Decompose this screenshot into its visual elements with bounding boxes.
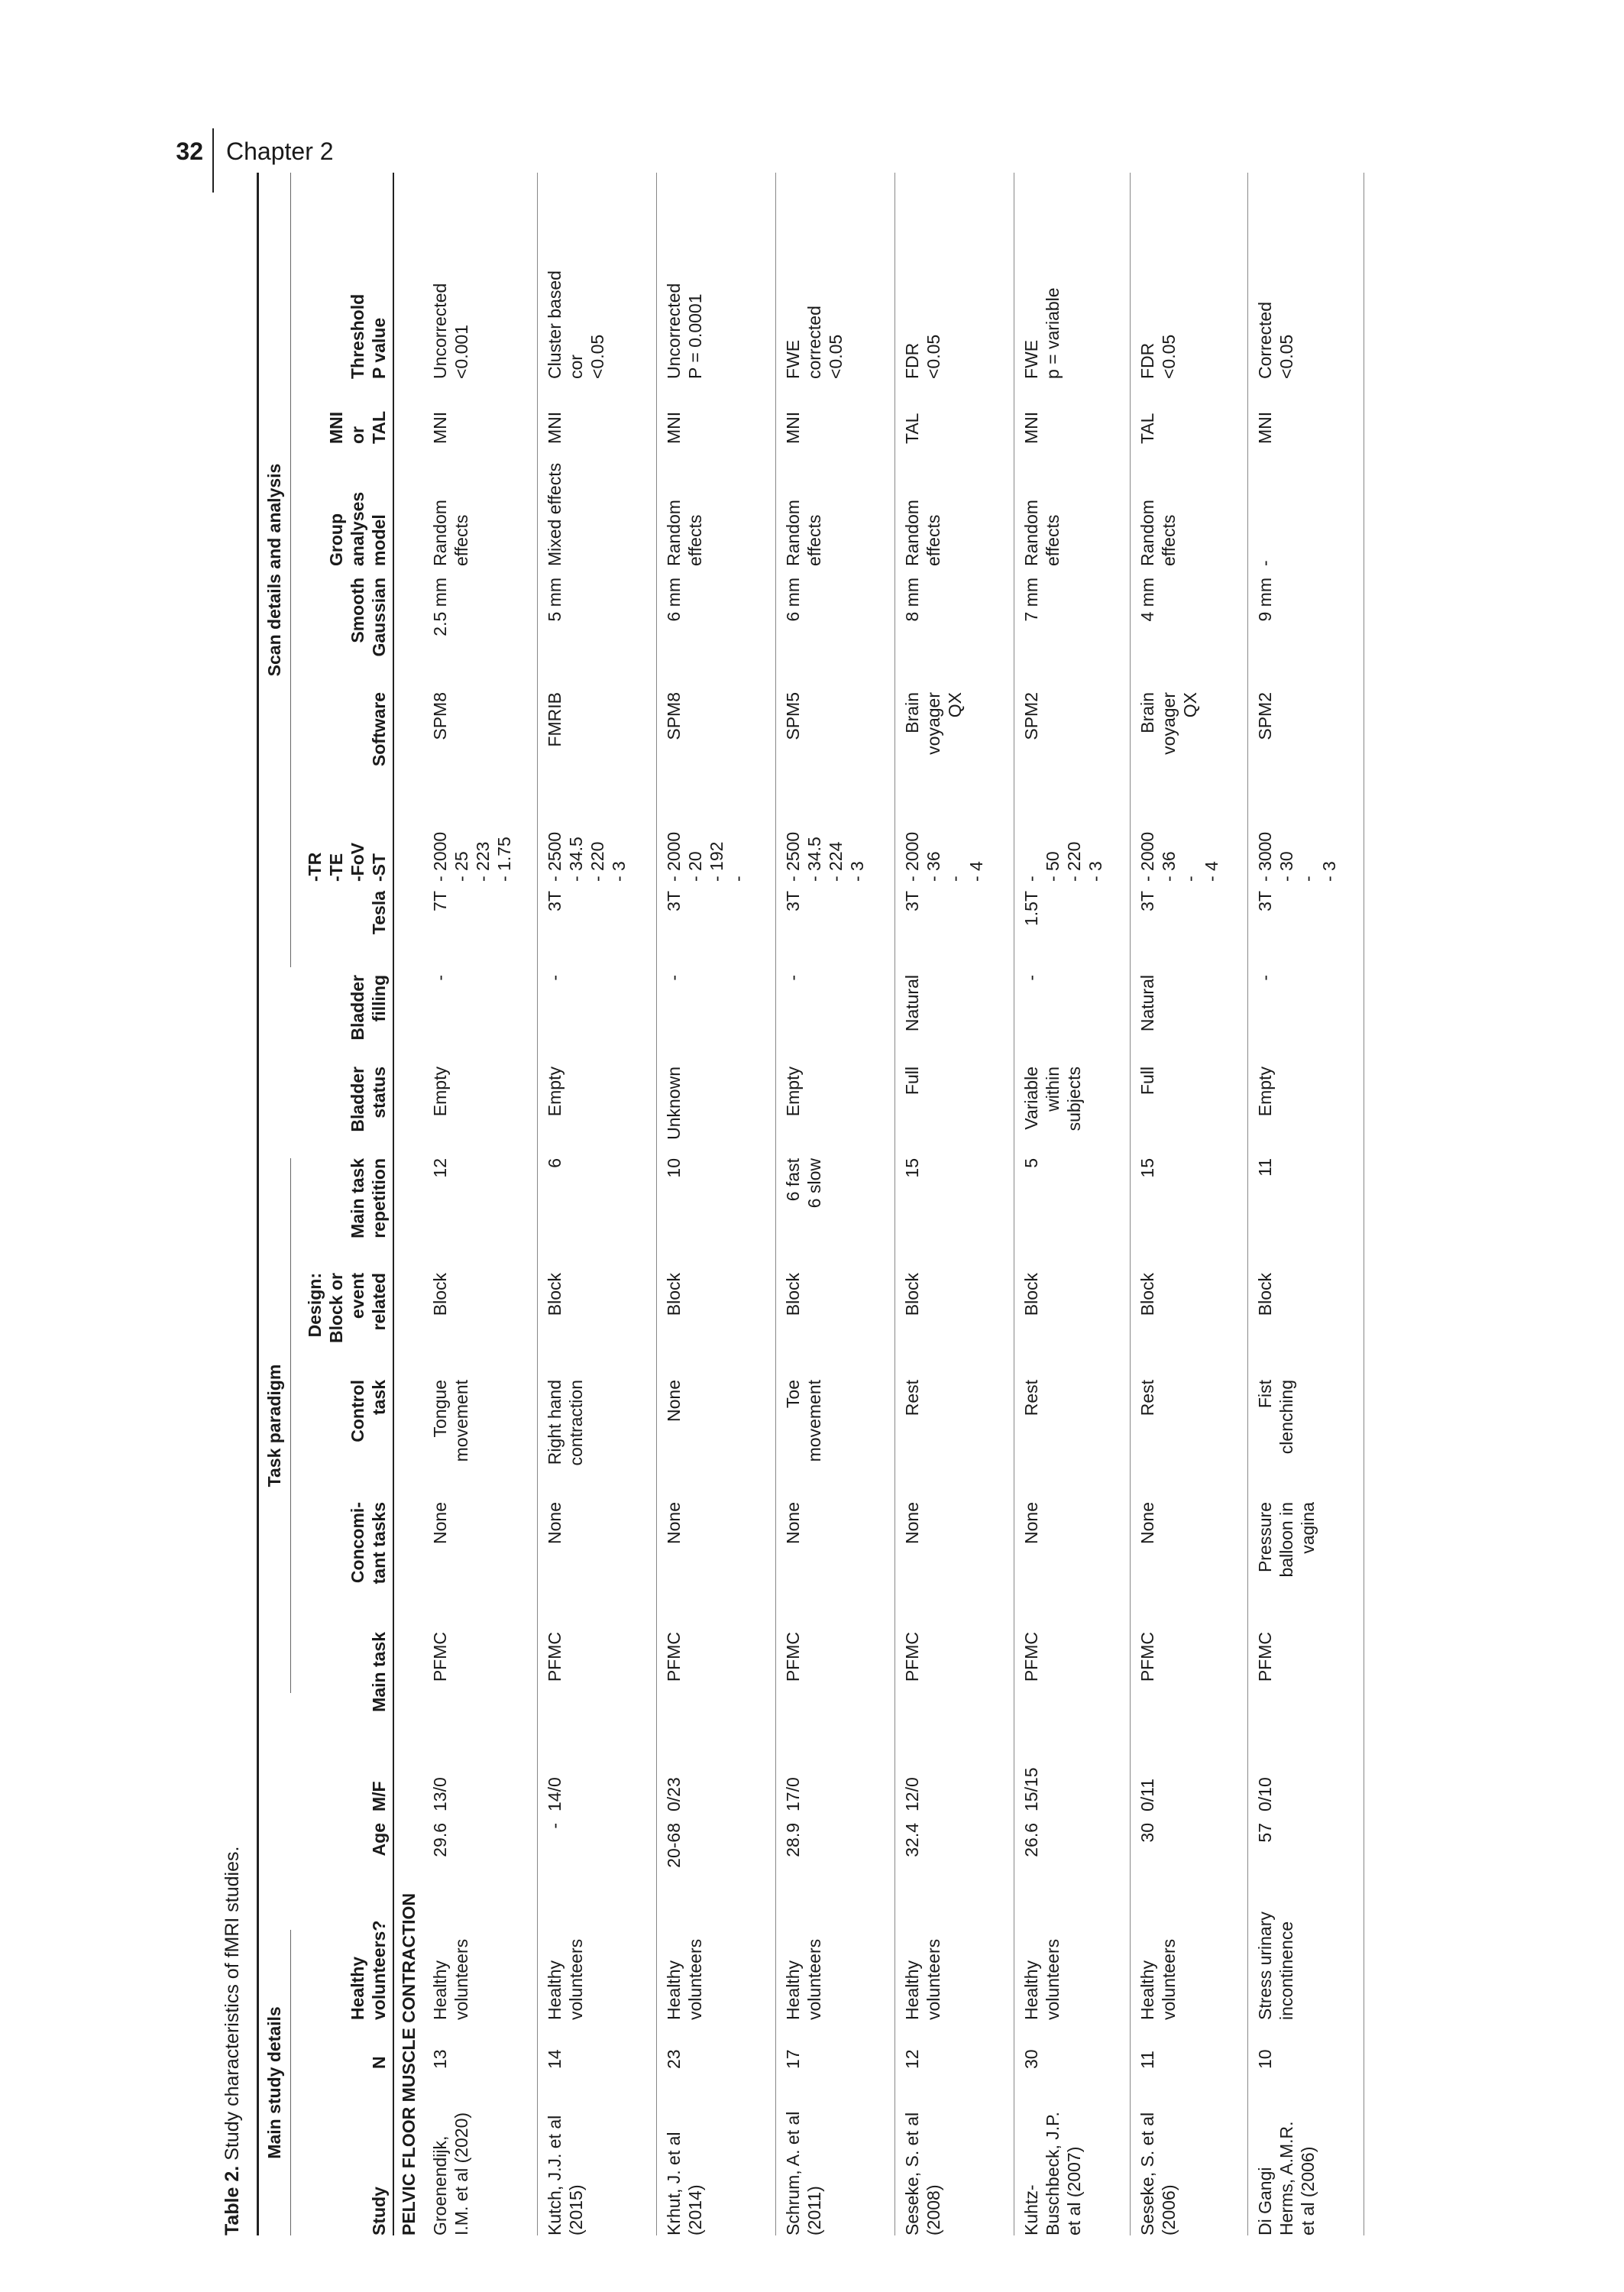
col-header-tesla: Tesla — [369, 891, 389, 935]
cell-smooth: 8 mm — [902, 578, 922, 622]
cell-concomitant: None — [783, 1502, 803, 1544]
cell-healthy: Healthy volunteers — [545, 1938, 586, 2020]
col-header-params: -TR -TE -FoV -ST — [305, 842, 389, 882]
cell-bladder-filling: - — [1255, 975, 1275, 981]
cell-tesla: 3T — [664, 891, 684, 911]
cell-bladder-status: Variable within subjects — [1021, 1067, 1084, 1131]
cell-bladder-status: Full — [902, 1067, 922, 1096]
cell-main-task: PFMC — [1021, 1632, 1041, 1682]
cell-bladder-status: Empty — [1255, 1067, 1275, 1117]
cell-threshold: FWE p = variable — [1021, 287, 1063, 379]
cell-main-task: PFMC — [430, 1632, 450, 1682]
cell-params: - 3000 - 30 - - 3 — [1255, 831, 1339, 882]
col-header-study: Study — [369, 2187, 389, 2235]
cell-study: Di Gangi Herms, A.M.R. et al (2006) — [1255, 2121, 1318, 2235]
header-divider — [212, 128, 214, 193]
cell-mf: 13/0 — [430, 1777, 450, 1811]
cell-n: 14 — [545, 2049, 565, 2069]
col-header-smooth: Smooth Gaussian — [348, 578, 389, 657]
col-header-bladder-filling: Bladder filling — [348, 975, 389, 1041]
cell-software: SPM8 — [430, 692, 450, 740]
cell-group-model: Random effects — [664, 500, 705, 566]
cell-group-model: Mixed effects — [545, 462, 565, 566]
table-caption — [222, 1847, 244, 2235]
cell-control: None — [664, 1380, 684, 1422]
caption-label: Table 2. — [222, 2165, 243, 2235]
cell-bladder-status: Empty — [545, 1067, 565, 1117]
cell-smooth: 4 mm — [1137, 578, 1157, 622]
cell-threshold: FDR <0.05 — [902, 334, 943, 379]
cell-bladder-filling: Natural — [1137, 975, 1157, 1032]
cell-threshold: Cluster based cor <0.05 — [545, 270, 607, 379]
table-top-rule — [257, 173, 259, 2235]
group-header-main: Main study details — [264, 2006, 284, 2159]
cell-n: 23 — [664, 2049, 684, 2069]
caption-text: Study characteristics of fMRI studies. — [222, 1846, 243, 2166]
cell-bladder-filling: - — [1021, 975, 1041, 981]
cell-tesla: 1.5T — [1021, 891, 1041, 927]
cell-study: Groenendijk, I.M. et al (2020) — [430, 2112, 471, 2235]
cell-design: Block — [1021, 1273, 1041, 1316]
cell-study: Schrum, A. et al (2011) — [783, 2111, 824, 2235]
cell-group-model: Random effects — [1137, 500, 1179, 566]
page-number: 32 — [176, 138, 203, 165]
cell-study: Seseke, S. et al (2006) — [1137, 2112, 1179, 2235]
col-header-n: N — [369, 2056, 389, 2069]
cell-mf: 12/0 — [902, 1777, 922, 1811]
cell-concomitant: Pressure balloon in vagina — [1255, 1502, 1318, 1578]
cell-bladder-filling: - — [545, 975, 565, 981]
cell-concomitant: None — [545, 1502, 565, 1544]
col-header-coords: MNI or TAL — [326, 410, 389, 444]
cell-tesla: 3T — [1137, 891, 1157, 911]
cell-age: 29.6 — [430, 1823, 450, 1857]
col-header-group-model: Group analyses model — [326, 491, 389, 566]
cell-mf: 14/0 — [545, 1777, 565, 1811]
cell-mf: 17/0 — [783, 1777, 803, 1811]
cell-group-model: Random effects — [783, 500, 824, 566]
cell-repetition: 11 — [1255, 1158, 1275, 1177]
cell-coords: MNI — [545, 411, 565, 444]
cell-params: - 2000 - 36 - - 4 — [902, 831, 986, 882]
cell-n: 12 — [902, 2049, 922, 2069]
cell-healthy: Healthy volunteers — [902, 1938, 943, 2020]
cell-control: Rest — [1137, 1380, 1157, 1416]
cell-healthy: Healthy volunteers — [430, 1938, 471, 2020]
cell-smooth: 6 mm — [783, 578, 803, 622]
cell-study: Krhut, J. et al (2014) — [664, 2132, 705, 2235]
cell-control: Rest — [1021, 1380, 1041, 1416]
cell-repetition: 15 — [1137, 1158, 1157, 1178]
cell-control: Rest — [902, 1380, 922, 1416]
cell-bladder-filling: Natural — [902, 975, 922, 1032]
cell-main-task: PFMC — [664, 1632, 684, 1682]
cell-healthy: Healthy volunteers — [1137, 1938, 1179, 2020]
cell-smooth: 2.5 mm — [430, 578, 450, 636]
cell-coords: TAL — [902, 413, 922, 444]
col-header-mf: M/F — [369, 1781, 389, 1811]
cell-bladder-status: Empty — [430, 1067, 450, 1117]
group-rule-task — [290, 1158, 291, 1693]
cell-n: 10 — [1255, 2049, 1275, 2069]
cell-design: Block — [430, 1273, 450, 1316]
cell-n: 13 — [430, 2049, 450, 2069]
cell-threshold: Corrected <0.05 — [1255, 302, 1296, 379]
section-title: PELVIC FLOOR MUSCLE CONTRACTION — [399, 1892, 419, 2235]
cell-repetition: 12 — [430, 1158, 450, 1178]
table-row — [1131, 173, 1248, 2235]
cell-age: 57 — [1255, 1823, 1275, 1843]
cell-software: SPM2 — [1255, 692, 1275, 740]
cell-coords: TAL — [1137, 413, 1157, 444]
table-row — [657, 173, 776, 2235]
table-row — [538, 173, 657, 2235]
cell-age: - — [545, 1823, 565, 1829]
cell-params: - 2000 - 36 - - 4 — [1137, 831, 1221, 882]
cell-control: Right hand contraction — [545, 1380, 586, 1466]
cell-group-model: - — [1255, 560, 1275, 566]
cell-bladder-status: Unknown — [664, 1067, 684, 1140]
cell-control: Fist clenching — [1255, 1380, 1296, 1455]
cell-coords: MNI — [664, 411, 684, 444]
table-row — [895, 173, 1014, 2235]
cell-design: Block — [1255, 1273, 1275, 1316]
cell-group-model: Random effects — [1021, 500, 1063, 566]
cell-tesla: 7T — [430, 891, 450, 911]
cell-repetition: 6 — [545, 1158, 565, 1168]
cell-software: SPM5 — [783, 692, 803, 740]
cell-main-task: PFMC — [902, 1632, 922, 1682]
cell-threshold: Uncorrected P = 0.0001 — [664, 283, 705, 379]
table-row — [1014, 173, 1131, 2235]
table-row — [1248, 173, 1364, 2235]
page-header — [0, 0, 1624, 199]
cell-params: - 2500 - 34.5 - 220 - 3 — [545, 831, 629, 882]
cell-main-task: PFMC — [783, 1632, 803, 1682]
cell-repetition: 6 fast 6 slow — [783, 1158, 824, 1209]
cell-bladder-status: Empty — [783, 1067, 803, 1117]
cell-concomitant: None — [902, 1502, 922, 1544]
cell-tesla: 3T — [545, 891, 565, 911]
cell-age: 26.6 — [1021, 1823, 1041, 1857]
cell-threshold: FDR <0.05 — [1137, 334, 1179, 379]
cell-concomitant: None — [1021, 1502, 1041, 1544]
col-header-bladder-status: Bladder status — [348, 1067, 389, 1132]
cell-healthy: Healthy volunteers — [783, 1938, 824, 2020]
cell-repetition: 10 — [664, 1158, 684, 1178]
cell-params: - 2000 - 25 - 223 - 1.75 — [430, 831, 514, 882]
cell-main-task: PFMC — [1255, 1632, 1275, 1682]
cell-software: Brain voyager QX — [902, 692, 965, 755]
cell-healthy: Healthy volunteers — [664, 1938, 705, 2020]
cell-coords: MNI — [783, 411, 803, 444]
cell-software: FMRIB — [545, 692, 565, 747]
group-rule-main — [290, 1930, 291, 2235]
cell-repetition: 15 — [902, 1158, 922, 1178]
group-header-scan: Scan details and analysis — [264, 463, 284, 677]
col-header-concomitant: Concomi- tant tasks — [348, 1502, 389, 1585]
cell-smooth: 9 mm — [1255, 578, 1275, 622]
cell-age: 32.4 — [902, 1823, 922, 1857]
cell-tesla: 3T — [1255, 891, 1275, 911]
cell-design: Block — [1137, 1273, 1157, 1316]
cell-mf: 0/10 — [1255, 1777, 1275, 1811]
cell-healthy: Stress urinary incontinence — [1255, 1912, 1296, 2020]
cell-group-model: Random effects — [430, 500, 471, 566]
cell-tesla: 3T — [902, 891, 922, 911]
cell-age: 20-68 — [664, 1823, 684, 1868]
cell-control: Toe movement — [783, 1380, 824, 1462]
cell-concomitant: None — [1137, 1502, 1157, 1544]
cell-params: - 2000 - 20 - 192 - — [664, 831, 748, 882]
cell-threshold: Uncorrected <0.001 — [430, 283, 471, 379]
cell-concomitant: None — [664, 1502, 684, 1544]
cell-design: Block — [783, 1273, 803, 1316]
cell-bladder-filling: - — [783, 975, 803, 981]
cell-main-task: PFMC — [545, 1632, 565, 1682]
col-header-control: Control task — [348, 1380, 389, 1442]
cell-design: Block — [545, 1273, 565, 1316]
cell-coords: MNI — [430, 411, 450, 444]
cell-group-model: Random effects — [902, 500, 943, 566]
cell-study: Seseke, S. et al (2008) — [902, 2112, 943, 2235]
cell-age: 28.9 — [783, 1823, 803, 1857]
table-container — [222, 173, 1459, 2235]
col-header-age: Age — [369, 1823, 389, 1857]
table-row — [776, 173, 895, 2235]
cell-n: 17 — [783, 2049, 803, 2069]
cell-n: 11 — [1137, 2051, 1157, 2069]
cell-coords: MNI — [1021, 411, 1041, 444]
col-header-design: Design: Block or event related — [305, 1273, 389, 1344]
col-header-healthy: Healthy volunteers? — [348, 1920, 389, 2020]
cell-age: 30 — [1137, 1823, 1157, 1843]
col-header-main-task: Main task — [369, 1632, 389, 1712]
col-header-repetition: Main task repetition — [348, 1158, 389, 1238]
cell-params: - - 50 - 220 - 3 — [1021, 841, 1105, 882]
cell-concomitant: None — [430, 1502, 450, 1544]
cell-n: 30 — [1021, 2049, 1041, 2069]
cell-software: SPM2 — [1021, 692, 1041, 740]
cell-mf: 0/23 — [664, 1777, 684, 1811]
cell-params: - 2500 - 34.5 - 224 - 3 — [783, 831, 867, 882]
cell-bladder-status: Full — [1137, 1067, 1157, 1096]
cell-threshold: FWE corrected <0.05 — [783, 306, 846, 379]
group-header-task: Task paradigm — [264, 1364, 284, 1488]
cell-software: Brain voyager QX — [1137, 692, 1200, 755]
col-header-threshold: Threshold P value — [348, 293, 389, 379]
chapter-title: Chapter 2 — [226, 138, 334, 165]
header-bottom-rule — [393, 173, 394, 2235]
cell-design: Block — [902, 1273, 922, 1316]
cell-bladder-filling: - — [430, 975, 450, 981]
cell-coords: MNI — [1255, 411, 1275, 444]
cell-design: Block — [664, 1273, 684, 1316]
cell-control: Tongue movement — [430, 1380, 471, 1462]
cell-mf: 0/11 — [1137, 1778, 1157, 1811]
cell-study: Kuhtz- Buschbeck, J.P. et al (2007) — [1021, 2112, 1084, 2235]
cell-tesla: 3T — [783, 891, 803, 911]
cell-study: Kutch, J.J. et al (2015) — [545, 2115, 586, 2235]
table-row — [423, 173, 538, 2235]
cell-smooth: 6 mm — [664, 578, 684, 622]
cell-repetition: 5 — [1021, 1158, 1041, 1168]
cell-bladder-filling: - — [664, 975, 684, 981]
cell-mf: 15/15 — [1021, 1767, 1041, 1811]
cell-smooth: 7 mm — [1021, 578, 1041, 622]
group-rule-scan — [290, 173, 291, 967]
cell-healthy: Healthy volunteers — [1021, 1938, 1063, 2020]
cell-smooth: 5 mm — [545, 578, 565, 622]
cell-software: SPM8 — [664, 692, 684, 740]
cell-main-task: PFMC — [1137, 1632, 1157, 1682]
col-header-software: Software — [369, 692, 389, 767]
